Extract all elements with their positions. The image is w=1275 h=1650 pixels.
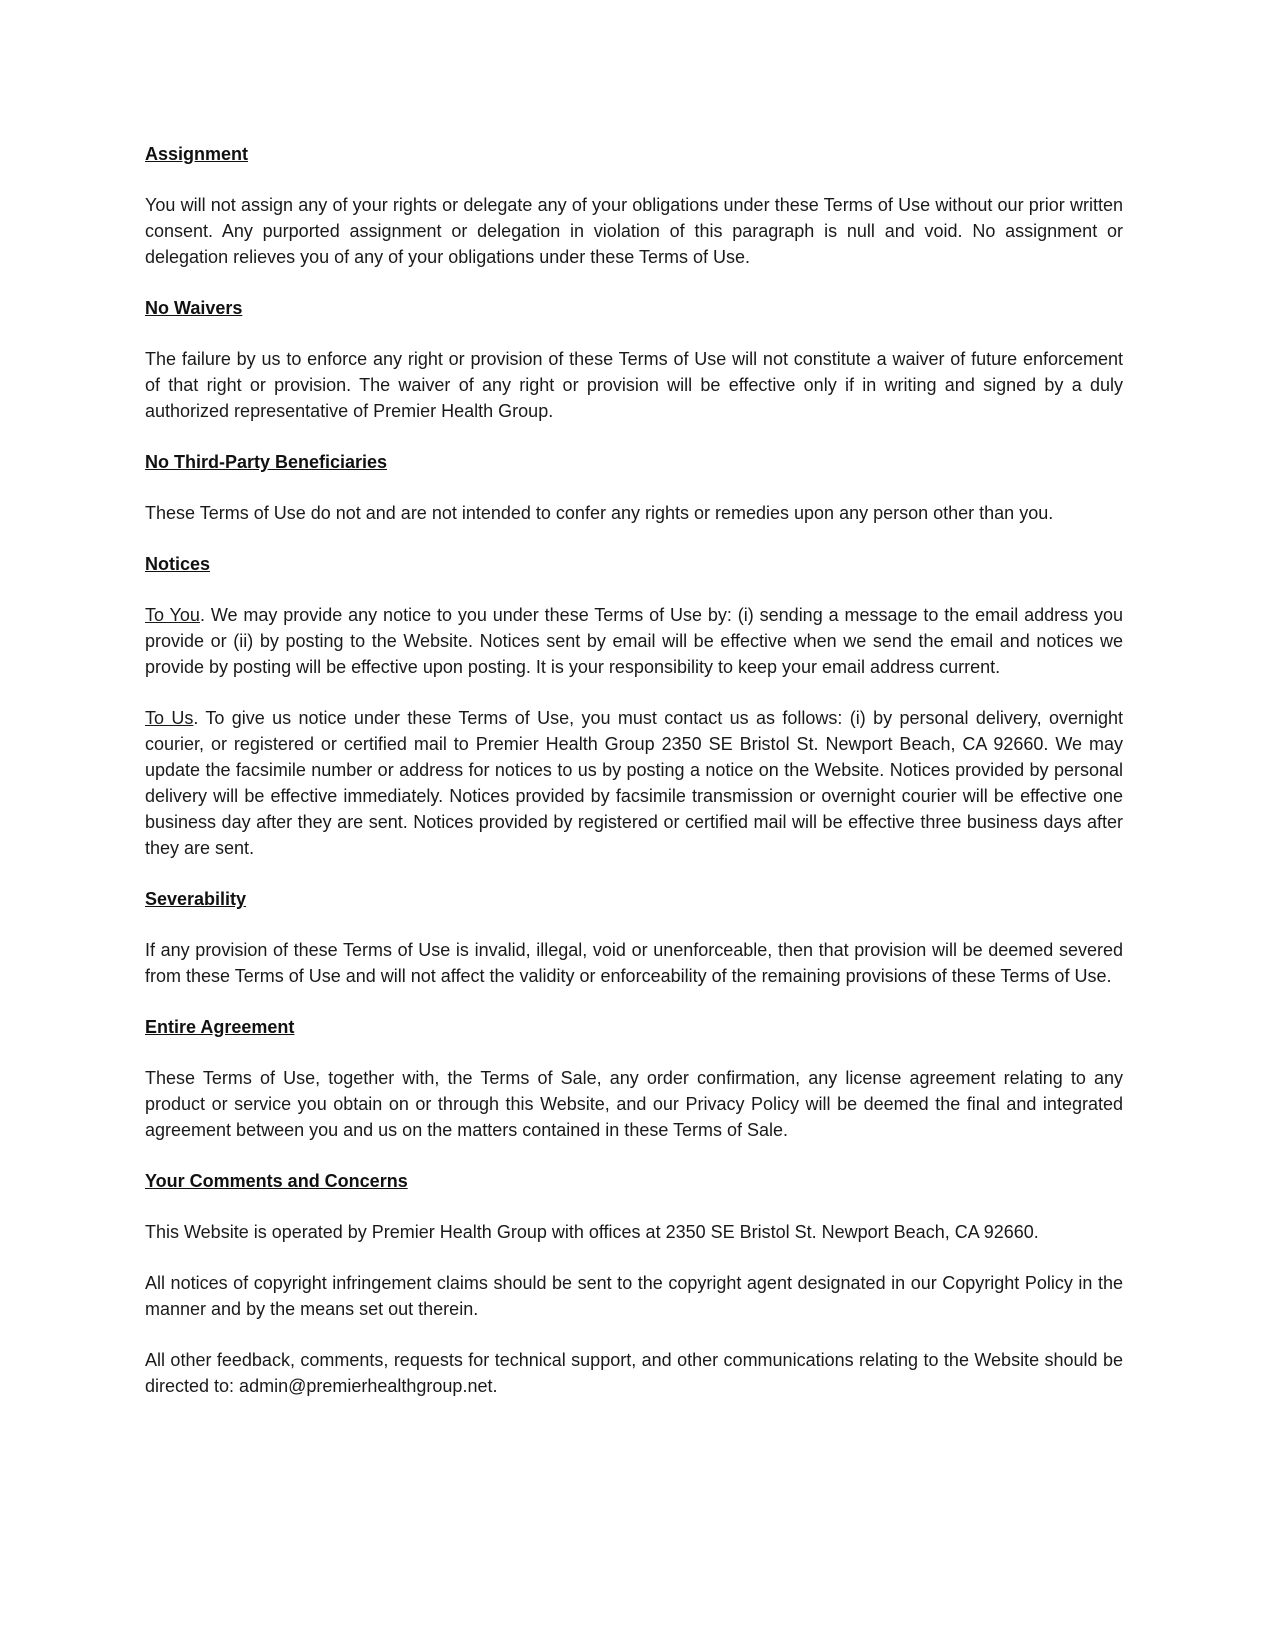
paragraph: These Terms of Use do not and are not intended to confer any rights or remedies upon any person other than you. [145,503,1054,523]
section-no-waivers [145,295,1123,424]
paragraph-to-you [145,602,1123,680]
section-heading-no-third-party-beneficiaries: No Third-Party Beneficiaries [145,452,388,472]
section-heading-assignment: Assignment [145,144,249,164]
paragraph: The failure by us to enforce any right or provision of these Terms of Use will not constitute a waiver of future enforcement of that right or provision. The waiver of any right or provision will be effective only if in writing and signed by a duly authorized representative of Premier Health Group. [145,349,1123,421]
section-notices [145,551,1123,861]
section-your-comments-and-concerns [145,1168,1123,1399]
paragraph-website-operator: This Website is operated by Premier Health Group with offices at 2350 SE Bristol St. Newport Beach, CA 92660. [145,1222,1039,1242]
section-heading-your-comments-and-concerns: Your Comments and Concerns [145,1171,408,1191]
paragraph: If any provision of these Terms of Use is invalid, illegal, void or unenforceable, then that provision will be deemed severed from these Terms of Use and will not affect the validity or enforceability of the remaining provisions of these Terms of Use. [145,940,1123,986]
paragraph-text: . To give us notice under these Terms of Use, you must contact us as follows: (i) by personal delivery, overnight courier, or registered or certified mail to Premier Health Group 2350 SE Bristol St. Newport Beach, CA 92660. We may update the facsimile number or address for notices to us by posting a notice on the Website. Notices provided by personal delivery will be effective immediately. Notices provided by facsimile transmission or overnight courier will be effective one business day after they are sent. Notices provided by registered or certified mail will be effective three business days after they are sent. [145,708,1123,858]
section-heading-notices: Notices [145,554,211,574]
paragraph-text: . We may provide any notice to you under these Terms of Use by: (i) sending a message to the email address you provide or (ii) by posting to the Website. Notices sent by email will be effective when we send the email and notices we provide by posting will be effective upon posting. It is your responsibility to keep your email address current. [145,605,1123,677]
paragraph-lead-to-us: To Us [145,708,194,728]
section-heading-severability: Severability [145,889,247,909]
paragraph: You will not assign any of your rights or delegate any of your obligations under these Terms of Use without our prior written consent. Any purported assignment or delegation in violation of this paragraph is null and void. No assignment or delegation relieves you of any of your obligations under these Terms of Use. [145,195,1123,267]
paragraph: These Terms of Use, together with, the Terms of Sale, any order confirmation, any license agreement relating to any product or service you obtain on or through this Website, and our Privacy Policy will be deemed the final and integrated agreement between you and us on the matters contained in these Terms of Sale. [145,1068,1123,1140]
section-assignment [145,141,1123,270]
paragraph-feedback-contact: All other feedback, comments, requests for technical support, and other communications relating to the Website should be directed to: admin@premierhealthgroup.net. [145,1350,1123,1396]
paragraph-copyright-notices: All notices of copyright infringement claims should be sent to the copyright agent designated in our Copyright Policy in the manner and by the means set out therein. [145,1273,1123,1319]
section-severability [145,886,1123,989]
section-heading-no-waivers: No Waivers [145,298,243,318]
section-heading-entire-agreement: Entire Agreement [145,1017,295,1037]
section-entire-agreement [145,1014,1123,1143]
paragraph-to-us [145,705,1123,861]
section-no-third-party-beneficiaries [145,449,1123,526]
paragraph-lead-to-you: To You [145,605,200,625]
